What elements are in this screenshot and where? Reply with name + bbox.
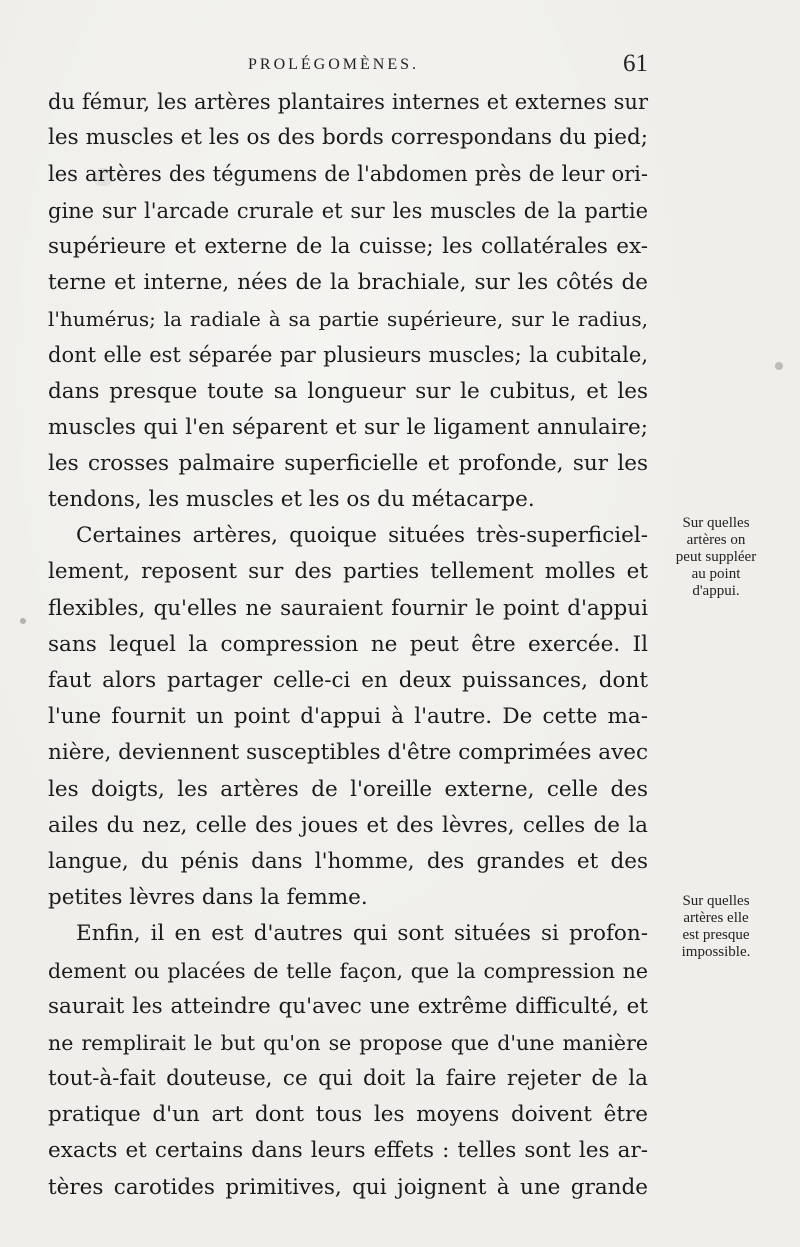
margin-note-line: est presque xyxy=(682,927,750,943)
margin-note-line: artères elle xyxy=(683,910,749,926)
text-line: du fémur, les artères plantaires internes et externes sur xyxy=(48,90,648,114)
text-line: sans lequel la compression ne peut être exercée. Il xyxy=(48,631,648,657)
margin-note-line: Sur quelles xyxy=(682,515,750,531)
text-line: petites lèvres dans la femme. xyxy=(48,885,368,911)
text-line: les doigts, les artères de l'oreille externe, celle des xyxy=(48,776,648,802)
ink-smudge xyxy=(20,618,26,624)
margin-note-line: d'appui. xyxy=(692,583,740,599)
page-header xyxy=(48,52,648,82)
running-title: PROLÉGOMÈNES. xyxy=(248,56,420,73)
text-line: exacts et certains dans leurs effets : telles sont les ar- xyxy=(48,1138,648,1164)
margin-note xyxy=(656,515,776,600)
margin-note-line: peut suppléer xyxy=(675,549,757,565)
text-line: l'humérus; la radiale à sa partie supérieure, sur le radius, xyxy=(48,307,648,332)
page-number: 61 xyxy=(623,50,648,77)
text-line: terne et interne, nées de la brachiale, sur les côtés de xyxy=(48,269,648,295)
text-line: muscles qui l'en séparent et sur le ligament annulaire; xyxy=(48,414,648,440)
text-line: Certaines artères, quoique situées très-superficiel- xyxy=(76,523,648,549)
text-line: l'une fournit un point d'appui à l'autre. De cette ma- xyxy=(48,704,648,730)
text-line: pratique d'un art dont tous les moyens doivent être xyxy=(48,1102,648,1128)
text-line: flexibles, qu'elles ne sauraient fournir le point d'appui xyxy=(48,595,648,621)
text-line: ailes du nez, celle des joues et des lèvres, celles de la xyxy=(48,812,648,838)
margin-note-line: impossible. xyxy=(681,944,751,960)
text-line: saurait les atteindre qu'avec une extrême difficulté, et xyxy=(48,993,648,1019)
ink-smudge xyxy=(775,362,783,370)
text-line: gine sur l'arcade crurale et sur les muscles de la partie xyxy=(48,198,648,223)
text-line: faut alors partager celle-ci en deux puissances, dont xyxy=(48,668,648,693)
text-line: langue, du pénis dans l'homme, des grandes et des xyxy=(48,848,648,874)
text-line: nière, deviennent susceptibles d'être comprimées avec xyxy=(48,740,648,766)
margin-note xyxy=(656,893,776,961)
text-line: dont elle est séparée par plusieurs muscles; la cubitale, xyxy=(48,343,648,368)
text-line: les crosses palmaire superficielle et profonde, sur les xyxy=(48,450,648,476)
text-line: dement ou placées de telle façon, que la compression ne xyxy=(48,958,648,983)
text-line: lement, reposent sur des parties tellement molles et xyxy=(48,559,648,585)
margin-note-line: artères on xyxy=(686,532,746,548)
margin-note-line: au point xyxy=(691,566,741,582)
text-line: les muscles et les os des bords correspondans du pied; xyxy=(48,125,648,151)
text-line: supérieure et externe de la cuisse; les collatérales ex- xyxy=(48,233,648,259)
margin-note-line: Sur quelles xyxy=(682,893,750,909)
text-line: Enfin, il en est d'autres qui sont situées si profon- xyxy=(76,921,648,947)
body-text xyxy=(48,84,648,1206)
text-line: tendons, les muscles et les os du métacarpe. xyxy=(48,487,535,513)
text-line: tères carotides primitives, qui joignent à une grande xyxy=(48,1174,648,1200)
text-line: ne remplirait le but qu'on se propose que d'une manière xyxy=(48,1030,648,1055)
text-line: dans presque toute sa longueur sur le cubitus, et les xyxy=(48,378,648,404)
text-line: tout-à-fait douteuse, ce qui doit la faire rejeter de la xyxy=(48,1066,648,1092)
text-line: les artères des tégumens de l'abdomen près de leur ori- xyxy=(48,162,648,187)
